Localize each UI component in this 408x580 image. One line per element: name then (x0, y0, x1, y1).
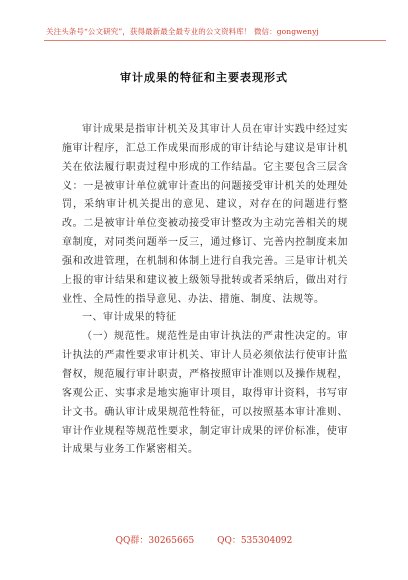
page-footer (0, 533, 408, 546)
paragraph-normative: （一）规范性。规范性是由审计执法的严肃性决定的。审计执法的严肃性要求审计机关、审计人员必须依法行使审计监督权，规范履行审计职责，严格按照审计准则以及操作规程，客观公正、实事求是地实施审计项目，取得审计资料，书写审计文书。确认审计成果规范性特征，可以按照基本审计准则、审计作业规程等规范性要求，制定审计成果的评价标准，使审计成果与业务工作紧密相关。 (62, 331, 348, 456)
footer-qq: QQ：535304092 (217, 536, 293, 546)
footer-qq-group: QQ群：30265665 (115, 536, 195, 546)
header-text: 关注头条号“公文研究”，获得最新最全最专业的公文资料库！ 微信：gongwenyj (46, 27, 319, 36)
header-divider (44, 40, 386, 41)
document-title: 审计成果的特征和主要表现形式 (120, 71, 288, 84)
section-heading: 一、审计成果的特征 (82, 312, 177, 324)
document-body (62, 121, 348, 460)
paragraph-intro: 审计成果是指审计机关及其审计人员在审计实践中经过实施审计程序，汇总工作成果而形成的审计结论与建议是审计机关在依法履行职责过程中形成的工作结晶。它主要包含三层含义：一是被审计单位就审计查出的问题接受审计机关的处理处罚，采纳审计机关提出的意见、建议，对存在的问题进行整改。二是被审计单位变被动接受审计整改为主动完善相关的规章制度，对同类问题举一反三，通过修订、完善内控制度来加强和改进管理，在机制和体制上进行自我完善。三是审计机关上报的审计结果和建议被上级领导批转或者采纳后，做出对行业性、全局性的指导意见、办法、措施、制度、法规等。 (62, 124, 348, 305)
